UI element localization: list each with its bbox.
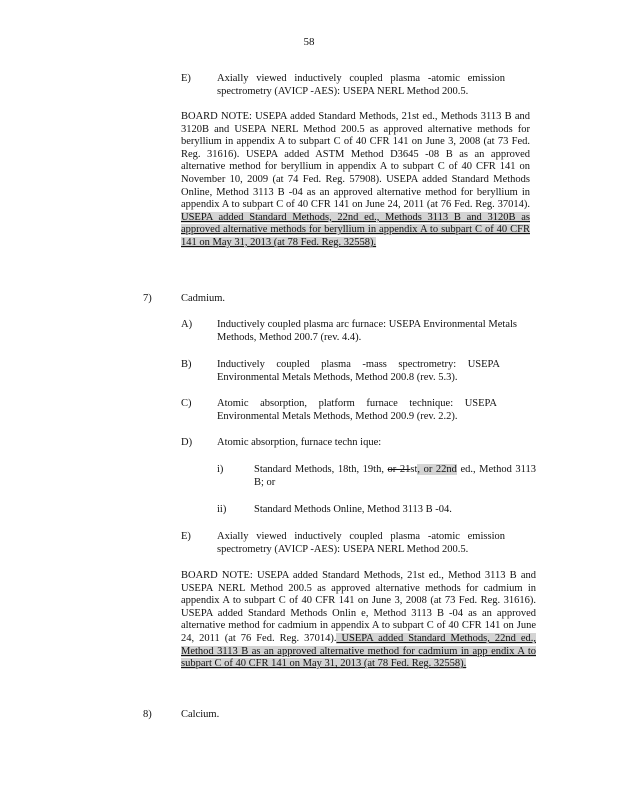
beryllium-method-e: Axially viewed inductively coupled plasma -atomic emission spectrometry (AVICP -AES): USEPA NERL Method 200.5. [217,73,505,97]
cadmium-board-note [181,570,536,671]
item-label: A) [181,319,193,330]
cadmium-method-a: Inductively coupled plasma arc furnace: USEPA Environmental Metals Methods, Method 200.7 (rev. 4.4). [217,319,517,343]
cadmium-method-c: Atomic absorption, platform furnace technique: USEPA Environmental Metals Methods, Method 200.9 (rev. 2.2). [217,398,497,422]
cadmium-method-e: Axially viewed inductively coupled plasma -atomic emission spectrometry (AVICP -AES): USEPA NERL Method 200.5. [217,531,505,555]
item-label: C) [181,398,192,409]
inserted-text: , or 22nd [417,464,457,475]
section-number: 7) [143,293,152,304]
cadmium-method-d: Atomic absorption, furnace techn ique: [217,437,382,448]
beryllium-board-note [181,111,530,250]
cadmium-method-d-i: Standard Methods, 18th, 19th, or 21st, or 22nd ed., Method 3113 B; or [254,464,536,488]
page-number: 58 [303,36,315,48]
cadmium-method-b: Inductively coupled plasma -mass spectrometry: USEPA Environmental Metals Methods, Method 200.8 (rev. 5.3). [217,359,500,383]
cadmium-method-d-ii: Standard Methods Online, Method 3113 B -04. [254,504,452,515]
item-label: B) [181,359,192,370]
note-text: BOARD NOTE: USEPA added Standard Methods, 21st ed., Method 3113 B and USEPA NERL Method 200.5 as approved alternative methods for cadmium in appendix A to subpart C of 40 CFR 141 on June 3, 2008 (at 73 Fed. Reg. 31616). USEPA added Standard Methods Onlin e, Method 3113 B -04 as an approved alternative method for cadmium in appendix A to subpart C of 40 CFR 141 on June 24, 2011 (at 76 Fed. Reg. 37014). [181,570,536,644]
note-text: BOARD NOTE: USEPA added Standard Methods, 21st ed., Methods 3113 B and 3120B and USEPA NERL Method 200.5 as approved alternative methods for beryllium in appendix A to subpart C of 40 CFR 141 on June 3, 2008 (at 73 Fed. Reg. 31616). USEPA added ASTM Method D3645 -08 B as an approved alternative method for beryllium in appendix A to subpart C of 40 CFR 141 on November 10, 2009 (at 74 Fed. Reg. 57908). USEPA added Standard Methods Online, Method 3113 B -04 as an approved alternative method for beryllium in appendix A to subpart C of 40 CFR 141 on June 24, 2011 (at 76 Fed. Reg. 37014). [181,111,530,211]
section-number: 8) [143,709,152,720]
note-amendment: USEPA added Standard Methods, 22nd ed., Method 3113 B as an approved alternative method for cadmium in app endix A to subpart C of 40 CFR 141 on May 31, 2013 (at 78 Fed. Reg. 32558). [181,632,536,670]
item-label: D) [181,437,193,448]
deleted-text: or 21 [387,464,411,475]
item-label: E) [181,73,191,84]
note-amendment: USEPA added Standard Methods, 22nd ed., Methods 3113 B and 3120B as approved alternative methods for beryllium in appendix A to subpart C of 40 CFR 141 on May 31, 2013 (at 78 Fed. Reg. 32558). [181,211,530,248]
section-heading: Calcium. [181,709,220,720]
section-heading: Cadmium. [181,293,226,304]
subitem-label: i) [217,464,224,475]
item-label: E) [181,531,191,542]
subitem-label: ii) [217,504,227,515]
